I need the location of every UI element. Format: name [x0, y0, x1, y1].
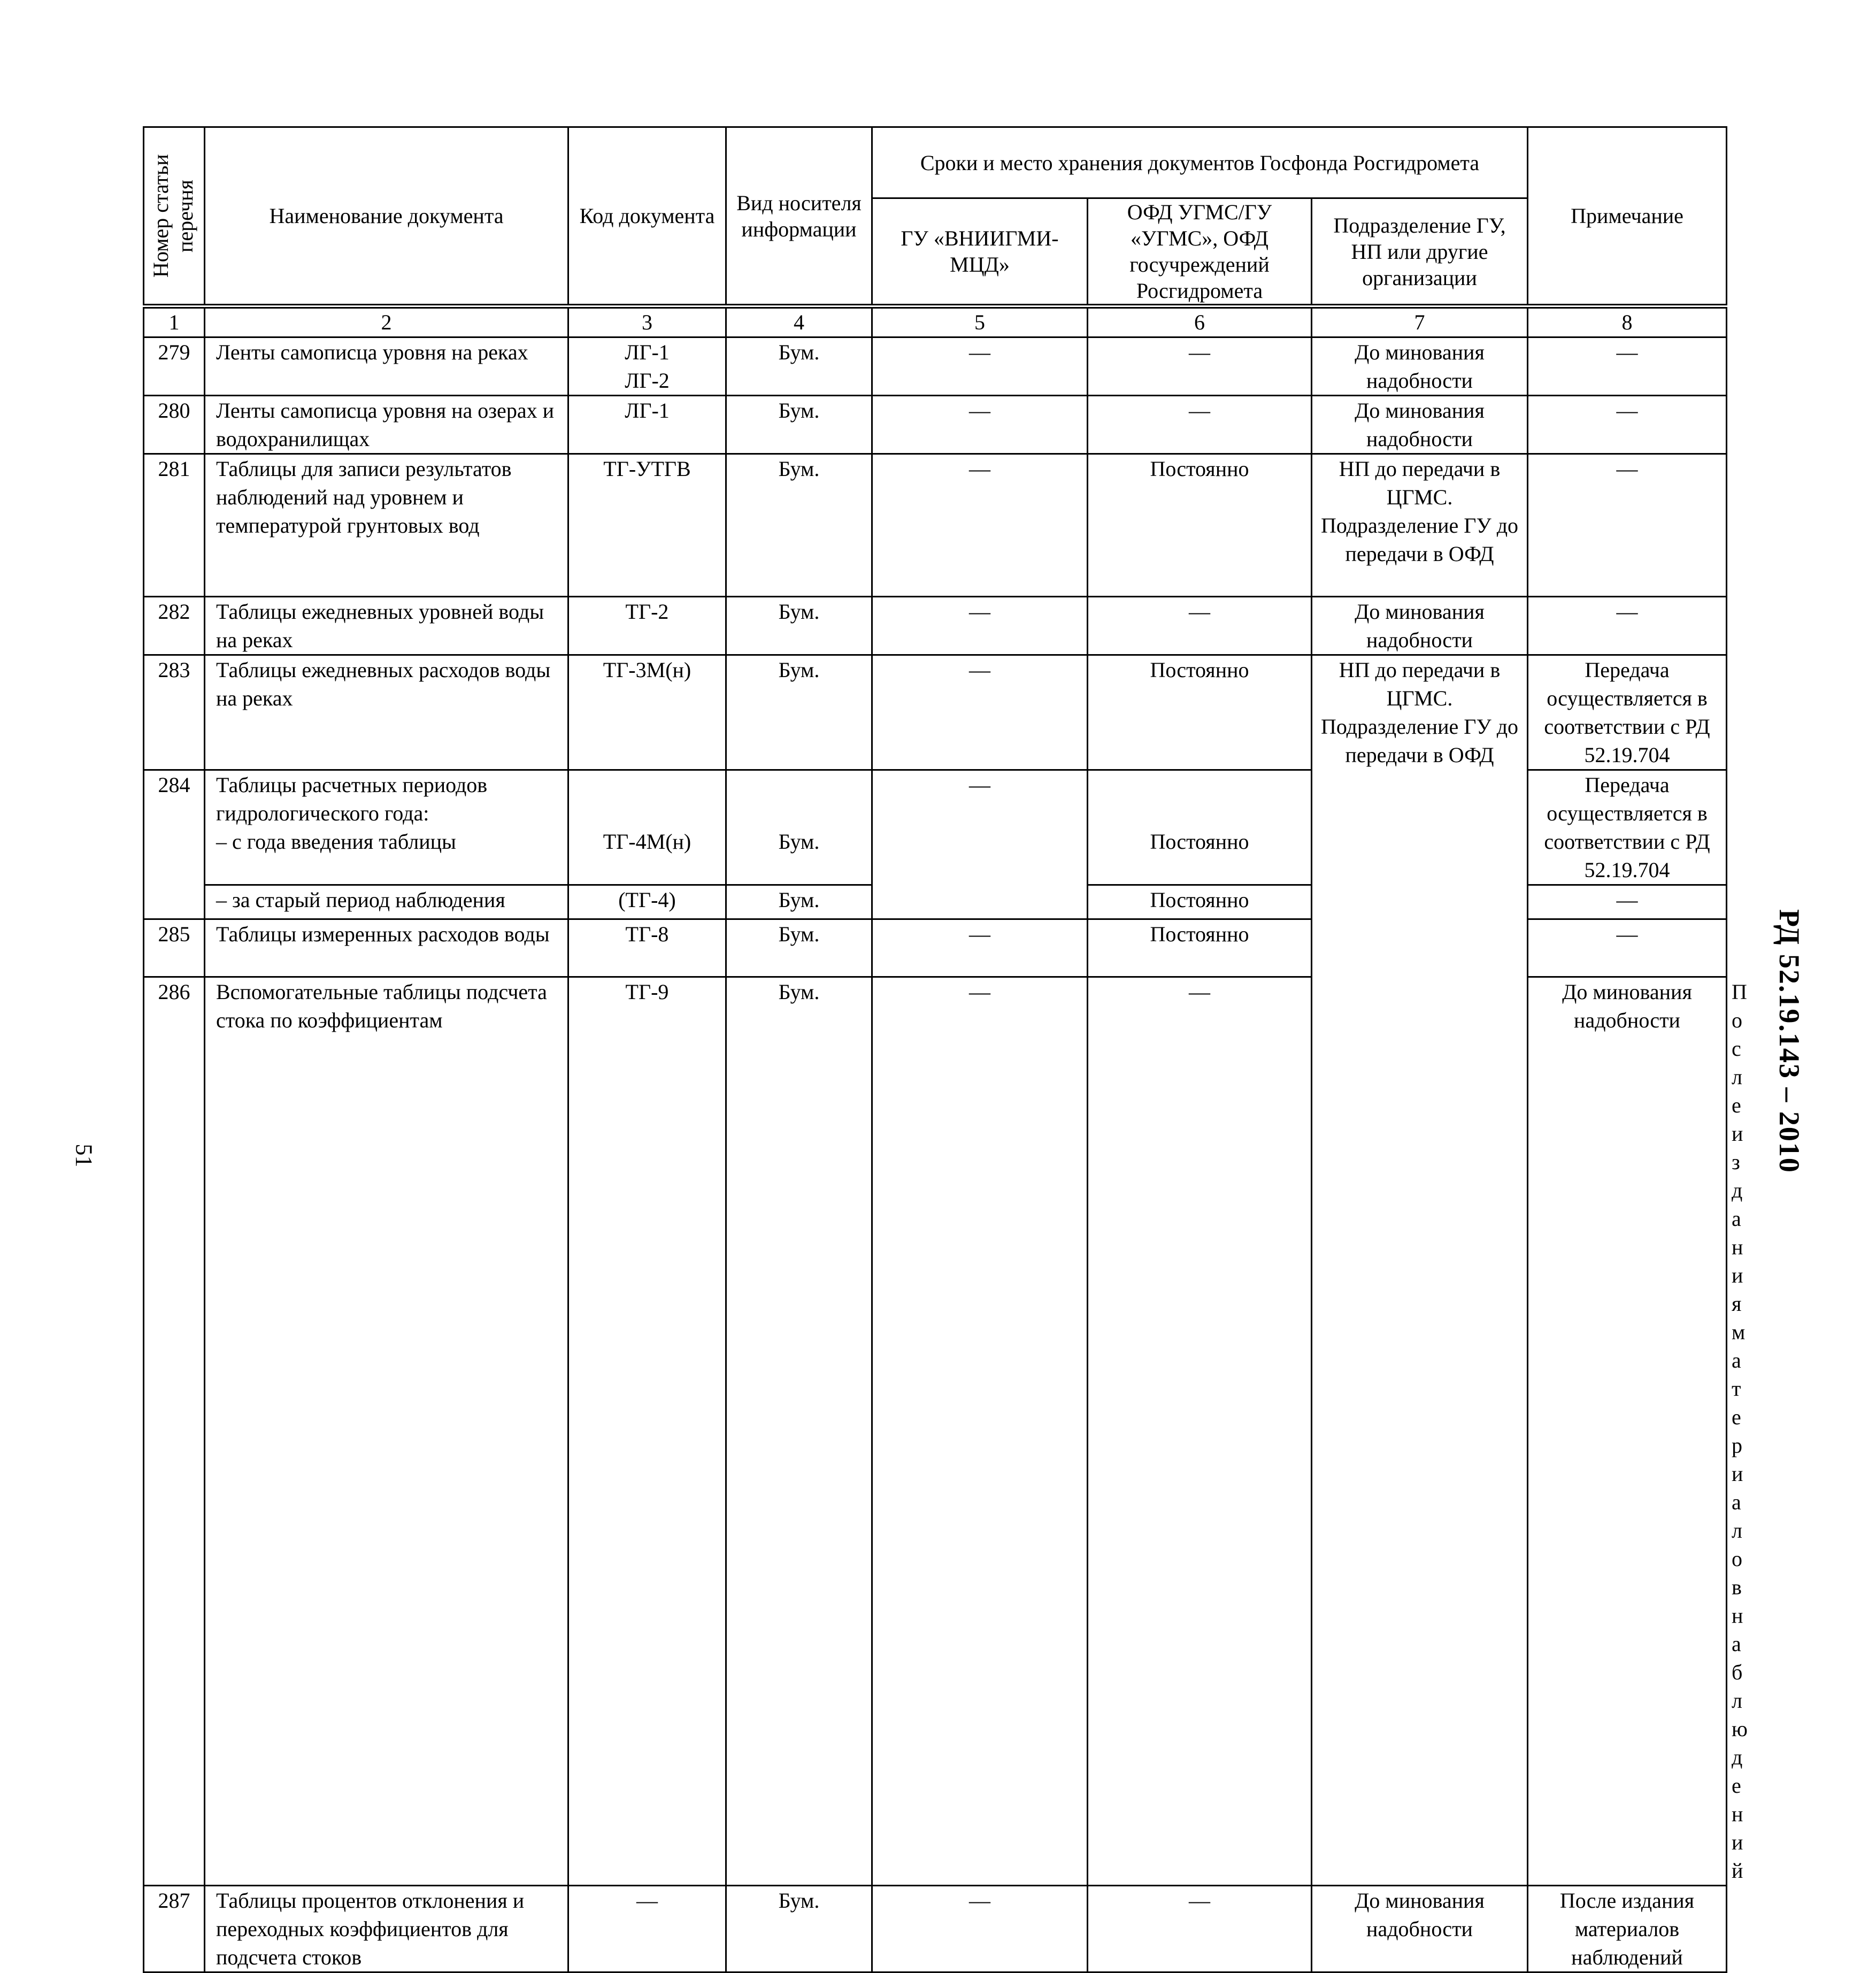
column-number-row	[144, 306, 1727, 337]
row-doc-name: Вспомогательные таблицы подсчета стока по коэффициентам	[205, 977, 568, 1886]
colnum-1: 1	[144, 306, 205, 337]
row-gu: —	[872, 977, 1088, 1886]
colnum-2: 2	[205, 306, 568, 337]
colnum-8: 8	[1528, 306, 1727, 337]
row-carrier: Бум.	[726, 655, 872, 770]
row-number: 287	[144, 1886, 205, 1972]
table-row: 286 Вспомогательные таблицы подсчета стока по коэффициентам ТГ-9 Бум. — — До минования надобности После издания материалов наблюдений	[144, 977, 1727, 1886]
header-note: Примечание	[1528, 127, 1727, 306]
row-ofd: Постоянно	[1088, 655, 1312, 770]
row-number: 280	[144, 396, 205, 454]
row-ofd: —	[1088, 977, 1312, 1886]
row-note: Передача осуществляется в соответствии с РД 52.19.704	[1528, 770, 1727, 885]
row-ofd: —	[1088, 337, 1312, 396]
table-row	[144, 1886, 1727, 1972]
row-doc-name: Таблицы для записи результатов наблюдений над уровнем и температурой грунтовых вод	[205, 454, 568, 597]
header-row	[144, 127, 1727, 198]
page-number: 51	[71, 1143, 97, 1168]
table-row	[144, 655, 1727, 770]
row-number: 286	[144, 977, 205, 1886]
row-doc-code: ЛГ-1 ЛГ-2	[568, 337, 726, 396]
table-row	[144, 454, 1727, 597]
row-number: 284	[144, 770, 205, 919]
row-doc-name: Таблицы ежедневных расходов воды на реках	[205, 655, 568, 770]
row-doc-code: ТГ-УТГВ	[568, 454, 726, 597]
row-doc-name	[205, 770, 568, 885]
row-carrier-value: Бум.	[778, 830, 820, 854]
row-carrier: Бум.	[726, 977, 872, 1886]
row-gu: —	[872, 770, 1088, 919]
row-note: После издания материалов наблюдений	[1528, 1886, 1727, 1972]
row-gu: —	[872, 454, 1088, 597]
row-subdivision: До минования надобности	[1312, 337, 1528, 396]
row-ofd: —	[1088, 1886, 1312, 1972]
header-carrier: Вид носителя информации	[726, 127, 872, 306]
colnum-3: 3	[568, 306, 726, 337]
row-carrier	[726, 770, 872, 885]
row-subdivision: НП до передачи в ЦГМС. Подразделение ГУ до передачи в ОФД	[1312, 454, 1528, 597]
row-ofd: —	[1088, 396, 1312, 454]
row-number: 285	[144, 919, 205, 977]
row-note: —	[1528, 396, 1727, 454]
row-doc-code-value: ТГ-4М(н)	[603, 830, 691, 854]
row-doc-name: Таблицы измеренных расходов воды	[205, 919, 568, 977]
row-gu: —	[872, 337, 1088, 396]
row-carrier: Бум.	[726, 396, 872, 454]
row-doc-code: ТГ-2	[568, 597, 726, 655]
row-doc-name: Ленты самописца уровня на реках	[205, 337, 568, 396]
row-carrier: Бум.	[726, 919, 872, 977]
row-carrier: Бум.	[726, 597, 872, 655]
row-subdivision: НП до передачи в ЦГМС. Подразделение ГУ до передачи в ОФД	[1312, 655, 1528, 1886]
row-doc-code: —	[568, 1886, 726, 1972]
row-doc-name: Ленты самописца уровня на озерах и водохранилищах	[205, 396, 568, 454]
row-ofd-value: Постоянно	[1150, 830, 1249, 854]
row-number: 281	[144, 454, 205, 597]
row-note: —	[1528, 885, 1727, 919]
row-gu: —	[872, 1886, 1088, 1972]
row-subdivision: До минования надобности	[1312, 1886, 1528, 1972]
row-note: —	[1528, 337, 1727, 396]
row-subdivision: До минования надобности	[1312, 396, 1528, 454]
row-doc-name: Таблицы процентов отклонения и переходных коэффициентов для подсчета стоков	[205, 1886, 568, 1972]
row-doc-name-sub: – с года введения таблицы	[216, 830, 456, 854]
row-carrier: Бум.	[726, 454, 872, 597]
row-gu: —	[872, 597, 1088, 655]
row-ofd	[1088, 770, 1312, 885]
colnum-6: 6	[1088, 306, 1312, 337]
table-row	[144, 396, 1727, 454]
row-note: —	[1528, 597, 1727, 655]
row-ofd: Постоянно	[1088, 885, 1312, 919]
row-note: —	[1528, 919, 1727, 977]
row-doc-name: – за старый период наблюдения	[205, 885, 568, 919]
row-gu: —	[872, 655, 1088, 770]
colnum-5: 5	[872, 306, 1088, 337]
colnum-4: 4	[726, 306, 872, 337]
document-designation: РД 52.19.143 – 2010	[1773, 909, 1805, 1173]
header-article-no: Номер статьи перечня	[144, 127, 205, 306]
row-number: 279	[144, 337, 205, 396]
table-row	[144, 337, 1727, 396]
header-storage-group: Сроки и место хранения документов Госфонда Росгидромета	[872, 127, 1528, 198]
row-ofd: —	[1088, 597, 1312, 655]
row-subdivision: До минования надобности	[1312, 597, 1528, 655]
row-gu: —	[872, 396, 1088, 454]
row-ofd: Постоянно	[1088, 919, 1312, 977]
row-gu: —	[872, 919, 1088, 977]
row-doc-code: ТГ-9	[568, 977, 726, 1886]
row-ofd: Постоянно	[1088, 454, 1312, 597]
row-doc-code: ЛГ-1	[568, 396, 726, 454]
header-gu-vniigmi: ГУ «ВНИИГМИ-МЦД»	[872, 198, 1088, 306]
row-carrier: Бум.	[726, 337, 872, 396]
header-doc-code: Код документа	[568, 127, 726, 306]
storage-periods-table	[143, 126, 1748, 1973]
row-doc-code: (ТГ-4)	[568, 885, 726, 919]
row-carrier: Бум.	[726, 885, 872, 919]
header-doc-name: Наименование документа	[205, 127, 568, 306]
row-doc-code	[568, 770, 726, 885]
table-row	[144, 597, 1727, 655]
row-note: —	[1528, 454, 1727, 597]
header-subdivision: Подразделение ГУ, НП или другие организации	[1312, 198, 1528, 306]
colnum-7: 7	[1312, 306, 1528, 337]
row-number: 282	[144, 597, 205, 655]
row-number: 283	[144, 655, 205, 770]
row-carrier: Бум.	[726, 1886, 872, 1972]
row-doc-code: ТГ-8	[568, 919, 726, 977]
row-note: Передача осуществляется в соответствии с РД 52.19.704	[1528, 655, 1727, 770]
row-doc-name: Таблицы ежедневных уровней воды на реках	[205, 597, 568, 655]
header-ofd-ugms: ОФД УГМС/ГУ «УГМС», ОФД госучреждений Росгидромета	[1088, 198, 1312, 306]
row-subdivision: До минования надобности	[1528, 977, 1727, 1886]
row-doc-code: ТГ-3М(н)	[568, 655, 726, 770]
row-doc-name-main: Таблицы расчетных периодов гидрологического года:	[216, 773, 488, 825]
